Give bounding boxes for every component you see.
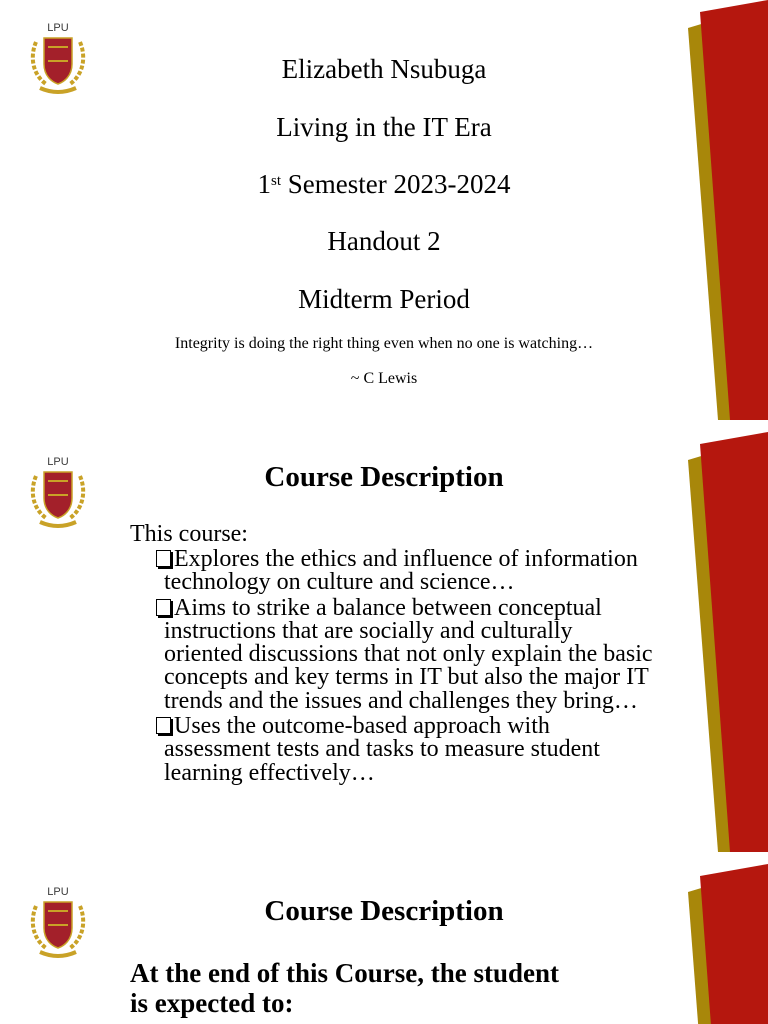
ribbon-decoration <box>688 0 768 420</box>
slide-heading: Course Description <box>264 895 504 927</box>
list-item: Uses the outcome-based approach with assessment tests and tasks to measure student learning effectively… <box>156 715 656 785</box>
intro-text: This course: <box>130 521 248 547</box>
ribbon-decoration <box>688 864 768 1024</box>
semester-line: 1st Semester 2023-2024 <box>257 169 511 199</box>
period-label: Midterm Period <box>298 284 470 314</box>
list-item: Aims to strike a balance between conceptual instructions that are socially and culturally oriented discussions that not only explain the basic concepts and key terms in IT but also the major IT trends and the issues and challenges they bring… <box>156 597 656 713</box>
svg-text:LPU: LPU <box>47 456 69 468</box>
checkbox-bullet-icon <box>156 599 171 616</box>
slide-heading: Course Description <box>264 461 504 493</box>
author-name: Elizabeth Nsubuga <box>281 54 487 84</box>
checkbox-bullet-icon <box>156 717 171 734</box>
checkbox-bullet-icon <box>156 550 171 567</box>
svg-text:LPU: LPU <box>47 886 69 898</box>
integrity-quote: Integrity is doing the right thing even when no one is watching… <box>174 335 594 352</box>
course-name: Living in the IT Era <box>276 112 492 142</box>
quote-author: ~ C Lewis <box>350 370 418 387</box>
slide-course-objectives <box>0 864 768 1024</box>
description-list <box>156 548 656 787</box>
objective-heading: At the end of this Course, the student is expected to: <box>130 958 560 1018</box>
slide-course-description <box>0 432 768 852</box>
svg-text:LPU: LPU <box>47 22 69 34</box>
handout-label: Handout 2 <box>327 226 441 256</box>
slide-title-page <box>0 0 768 420</box>
ribbon-decoration <box>688 432 768 852</box>
list-item: Explores the ethics and influence of information technology on culture and science… <box>156 548 656 595</box>
